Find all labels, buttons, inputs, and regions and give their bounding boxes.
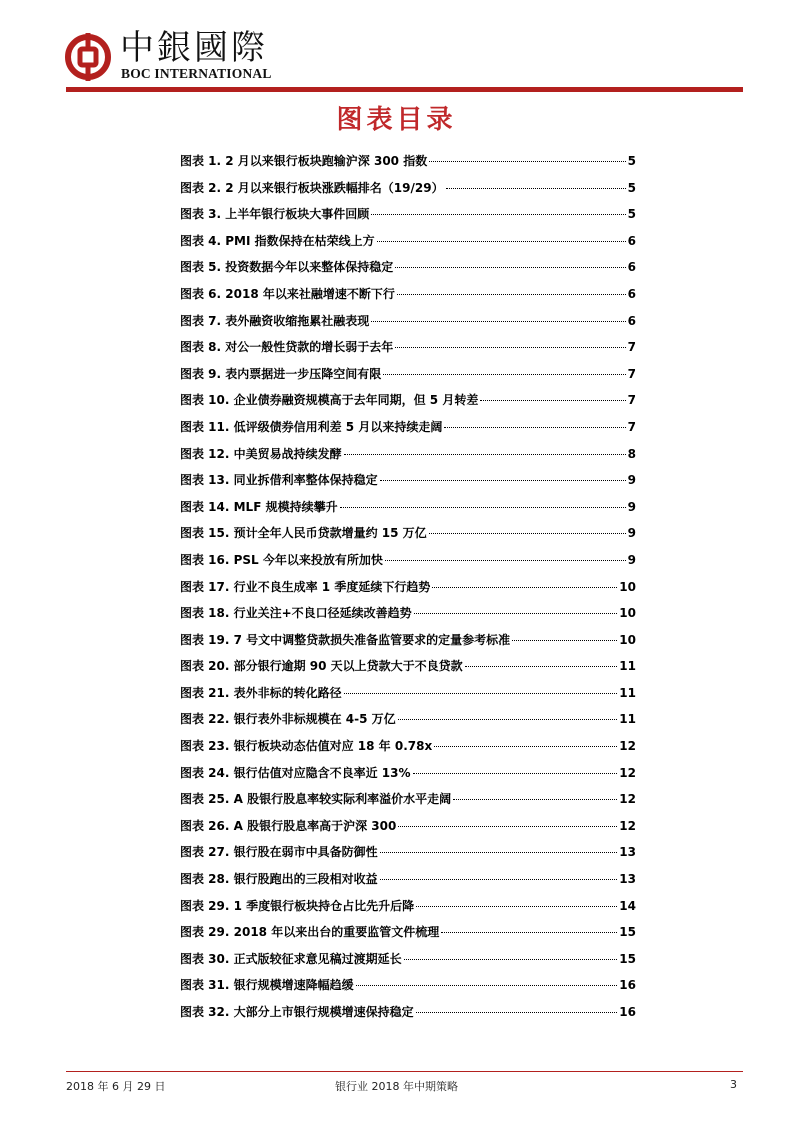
toc-entry-label: 图表 6. 2018 年以来社融增速不断下行 — [180, 286, 395, 301]
toc-entry[interactable] — [180, 866, 636, 893]
toc-entry-label: 图表 20. 部分银行逾期 90 天以上贷款大于不良贷款 — [180, 659, 463, 674]
footer-date: 2018 年 6 月 29 日 — [66, 1080, 166, 1093]
toc-dot-leader — [380, 480, 626, 481]
toc-dot-leader — [371, 214, 625, 215]
toc-entry-page: 5 — [627, 207, 636, 222]
toc-entry-page: 12 — [619, 792, 636, 807]
toc-dot-leader — [480, 400, 625, 401]
toc-dot-leader — [397, 294, 626, 295]
toc-entry-page: 7 — [627, 419, 636, 434]
toc-entry[interactable] — [180, 706, 636, 733]
toc-entry[interactable] — [180, 228, 636, 255]
toc-dot-leader — [429, 533, 626, 534]
toc-entry-label: 图表 24. 银行估值对应隐含不良率近 13% — [180, 765, 411, 780]
toc-dot-leader — [377, 241, 626, 242]
toc-entry[interactable] — [180, 308, 636, 335]
toc-entry-label: 图表 15. 预计全年人民币贷款增量约 15 万亿 — [180, 526, 427, 541]
toc-entry-label: 图表 2. 2 月以来银行板块涨跌幅排名（19/29） — [180, 180, 444, 195]
toc-dot-leader — [416, 1012, 618, 1013]
toc-entry-label: 图表 27. 银行股在弱市中具备防御性 — [180, 845, 378, 860]
toc-entry-page: 16 — [619, 1005, 636, 1019]
toc-entry[interactable] — [180, 813, 636, 840]
toc-entry-page: 15 — [619, 925, 636, 940]
toc-entry[interactable] — [180, 387, 636, 414]
toc-entry-label: 图表 21. 表外非标的转化路径 — [180, 685, 342, 700]
toc-dot-leader — [344, 454, 626, 455]
toc-entry[interactable] — [180, 414, 636, 441]
toc-entry[interactable] — [180, 467, 636, 494]
toc-entry-label: 图表 31. 银行规模增速降幅趋缓 — [180, 978, 354, 993]
toc-entry[interactable] — [180, 627, 636, 654]
toc-entry[interactable] — [180, 254, 636, 281]
toc-entry-page: 7 — [627, 393, 636, 408]
toc-entry[interactable] — [180, 281, 636, 308]
toc-entry-page: 12 — [619, 765, 636, 780]
toc-dot-leader — [380, 852, 618, 853]
toc-dot-leader — [413, 773, 618, 774]
toc-dot-leader — [444, 427, 625, 428]
toc-entry[interactable] — [180, 972, 636, 999]
toc-dot-leader — [383, 374, 625, 375]
toc-entry-label: 图表 23. 银行板块动态估值对应 18 年 0.78x — [180, 739, 433, 754]
toc-entry-page: 10 — [619, 632, 636, 647]
logo-chinese-name: 中銀國際 — [120, 28, 268, 68]
toc-entry[interactable] — [180, 733, 636, 760]
toc-entry-label: 图表 3. 上半年银行板块大事件回顾 — [180, 207, 370, 222]
toc-entry[interactable] — [180, 520, 636, 547]
toc-entry-label: 图表 13. 同业拆借利率整体保持稳定 — [180, 473, 378, 488]
toc-entry-label: 图表 29. 2018 年以来出台的重要监管文件梳理 — [180, 925, 440, 940]
toc-entry[interactable] — [180, 839, 636, 866]
toc-entry-page: 12 — [619, 818, 636, 833]
toc-entry-page: 7 — [627, 366, 636, 381]
toc-entry[interactable] — [180, 760, 636, 787]
toc-entry-page: 11 — [619, 659, 636, 674]
toc-entry-page: 15 — [619, 951, 636, 966]
toc-entry[interactable] — [180, 680, 636, 707]
toc-dot-leader — [356, 985, 618, 986]
toc-dot-leader — [453, 799, 617, 800]
toc-entry-label: 图表 12. 中美贸易战持续发酵 — [180, 446, 342, 461]
table-of-figures — [180, 148, 636, 1026]
toc-entry-page: 9 — [627, 526, 636, 541]
toc-entry[interactable] — [180, 946, 636, 973]
toc-entry-page: 7 — [627, 340, 636, 355]
toc-dot-leader — [414, 613, 618, 614]
toc-entry-label: 图表 26. A 股银行股息率高于沪深 300 — [180, 818, 397, 833]
toc-entry[interactable] — [180, 574, 636, 601]
toc-entry[interactable] — [180, 999, 636, 1026]
toc-dot-leader — [416, 906, 617, 907]
toc-entry-page: 6 — [627, 260, 636, 275]
toc-entry-label: 图表 18. 行业关注+不良口径延续改善趋势 — [180, 606, 412, 621]
toc-entry[interactable] — [180, 361, 636, 388]
toc-entry[interactable] — [180, 334, 636, 361]
footer-divider — [66, 1071, 743, 1072]
toc-entry-page: 5 — [627, 180, 636, 195]
toc-dot-leader — [344, 693, 618, 694]
toc-entry-label: 图表 9. 表内票据进一步压降空间有限 — [180, 366, 382, 381]
toc-entry-label: 图表 10. 企业债券融资规模高于去年同期，但 5 月转差 — [180, 393, 479, 408]
toc-entry-label: 图表 8. 对公一般性贷款的增长弱于去年 — [180, 340, 394, 355]
toc-entry-page: 11 — [619, 685, 636, 700]
toc-dot-leader — [398, 826, 617, 827]
toc-entry[interactable] — [180, 175, 636, 202]
toc-entry-label: 图表 19. 7 号文中调整贷款损失准备监管要求的定量参考标准 — [180, 632, 511, 647]
toc-entry-label: 图表 25. A 股银行股息率较实际利率溢价水平走阔 — [180, 792, 452, 807]
toc-entry-page: 12 — [619, 739, 636, 754]
header-divider — [66, 87, 743, 92]
toc-entry-label: 图表 16. PSL 今年以来投放有所加快 — [180, 552, 383, 567]
toc-dot-leader — [395, 267, 625, 268]
toc-dot-leader — [432, 587, 617, 588]
toc-entry-label: 图表 7. 表外融资收缩拖累社融表现 — [180, 313, 370, 328]
toc-dot-leader — [404, 959, 618, 960]
toc-entry-label: 图表 5. 投资数据今年以来整体保持稳定 — [180, 260, 394, 275]
toc-entry[interactable] — [180, 547, 636, 574]
toc-entry-page: 6 — [627, 313, 636, 328]
toc-entry-page: 10 — [619, 579, 636, 594]
toc-dot-leader — [434, 746, 617, 747]
toc-entry[interactable] — [180, 600, 636, 627]
toc-dot-leader — [380, 879, 618, 880]
toc-entry-label: 图表 29. 1 季度银行板块持仓占比先升后降 — [180, 898, 415, 913]
toc-entry[interactable] — [180, 148, 636, 175]
toc-entry-label: 图表 11. 低评级债券信用利差 5 月以来持续走阔 — [180, 419, 443, 434]
toc-entry[interactable] — [180, 786, 636, 813]
toc-entry-label: 图表 32. 大部分上市银行规模增速保持稳定 — [180, 1005, 414, 1019]
toc-entry-page: 9 — [627, 473, 636, 488]
toc-dot-leader — [429, 161, 625, 162]
boc-logo-icon — [64, 33, 112, 81]
toc-entry[interactable] — [180, 494, 636, 521]
toc-dot-leader — [371, 321, 625, 322]
toc-entry[interactable] — [180, 653, 636, 680]
toc-entry-label: 图表 28. 银行股跑出的三段相对收益 — [180, 872, 378, 887]
toc-entry-page: 6 — [627, 233, 636, 248]
toc-entry-label: 图表 17. 行业不良生成率 1 季度延续下行趋势 — [180, 579, 431, 594]
toc-entry[interactable] — [180, 919, 636, 946]
toc-entry-page: 10 — [619, 606, 636, 621]
toc-dot-leader — [446, 188, 626, 189]
toc-entry-page: 6 — [627, 286, 636, 301]
toc-dot-leader — [465, 666, 618, 667]
toc-entry-page: 13 — [619, 845, 636, 860]
logo-english-name: BOC INTERNATIONAL — [121, 66, 272, 81]
toc-entry-label: 图表 30. 正式版较征求意见稿过渡期延长 — [180, 951, 402, 966]
toc-entry-page: 16 — [619, 978, 636, 993]
toc-entry-label: 图表 14. MLF 规模持续攀升 — [180, 499, 338, 514]
toc-entry-page: 5 — [627, 154, 636, 168]
toc-entry-page: 14 — [619, 898, 636, 913]
toc-entry-page: 8 — [627, 446, 636, 461]
toc-entry-page: 11 — [619, 712, 636, 727]
toc-dot-leader — [398, 719, 618, 720]
page-title: 图表目录 — [336, 105, 457, 135]
toc-entry-label: 图表 1. 2 月以来银行板块跑输沪深 300 指数 — [180, 154, 428, 168]
footer-report-title: 银行业 2018 年中期策略 — [335, 1080, 458, 1093]
toc-entry-label: 图表 22. 银行表外非标规模在 4-5 万亿 — [180, 712, 396, 727]
toc-dot-leader — [395, 347, 625, 348]
toc-entry[interactable] — [180, 441, 636, 468]
toc-entry-label: 图表 4. PMI 指数保持在枯荣线上方 — [180, 233, 375, 248]
toc-entry-page: 9 — [627, 552, 636, 567]
toc-dot-leader — [340, 507, 626, 508]
toc-entry[interactable] — [180, 893, 636, 920]
toc-dot-leader — [441, 932, 617, 933]
toc-entry-page: 13 — [619, 872, 636, 887]
toc-entry-page: 9 — [627, 499, 636, 514]
toc-dot-leader — [512, 640, 617, 641]
footer-page-number: 3 — [730, 1078, 737, 1091]
toc-entry[interactable] — [180, 201, 636, 228]
toc-dot-leader — [385, 560, 626, 561]
